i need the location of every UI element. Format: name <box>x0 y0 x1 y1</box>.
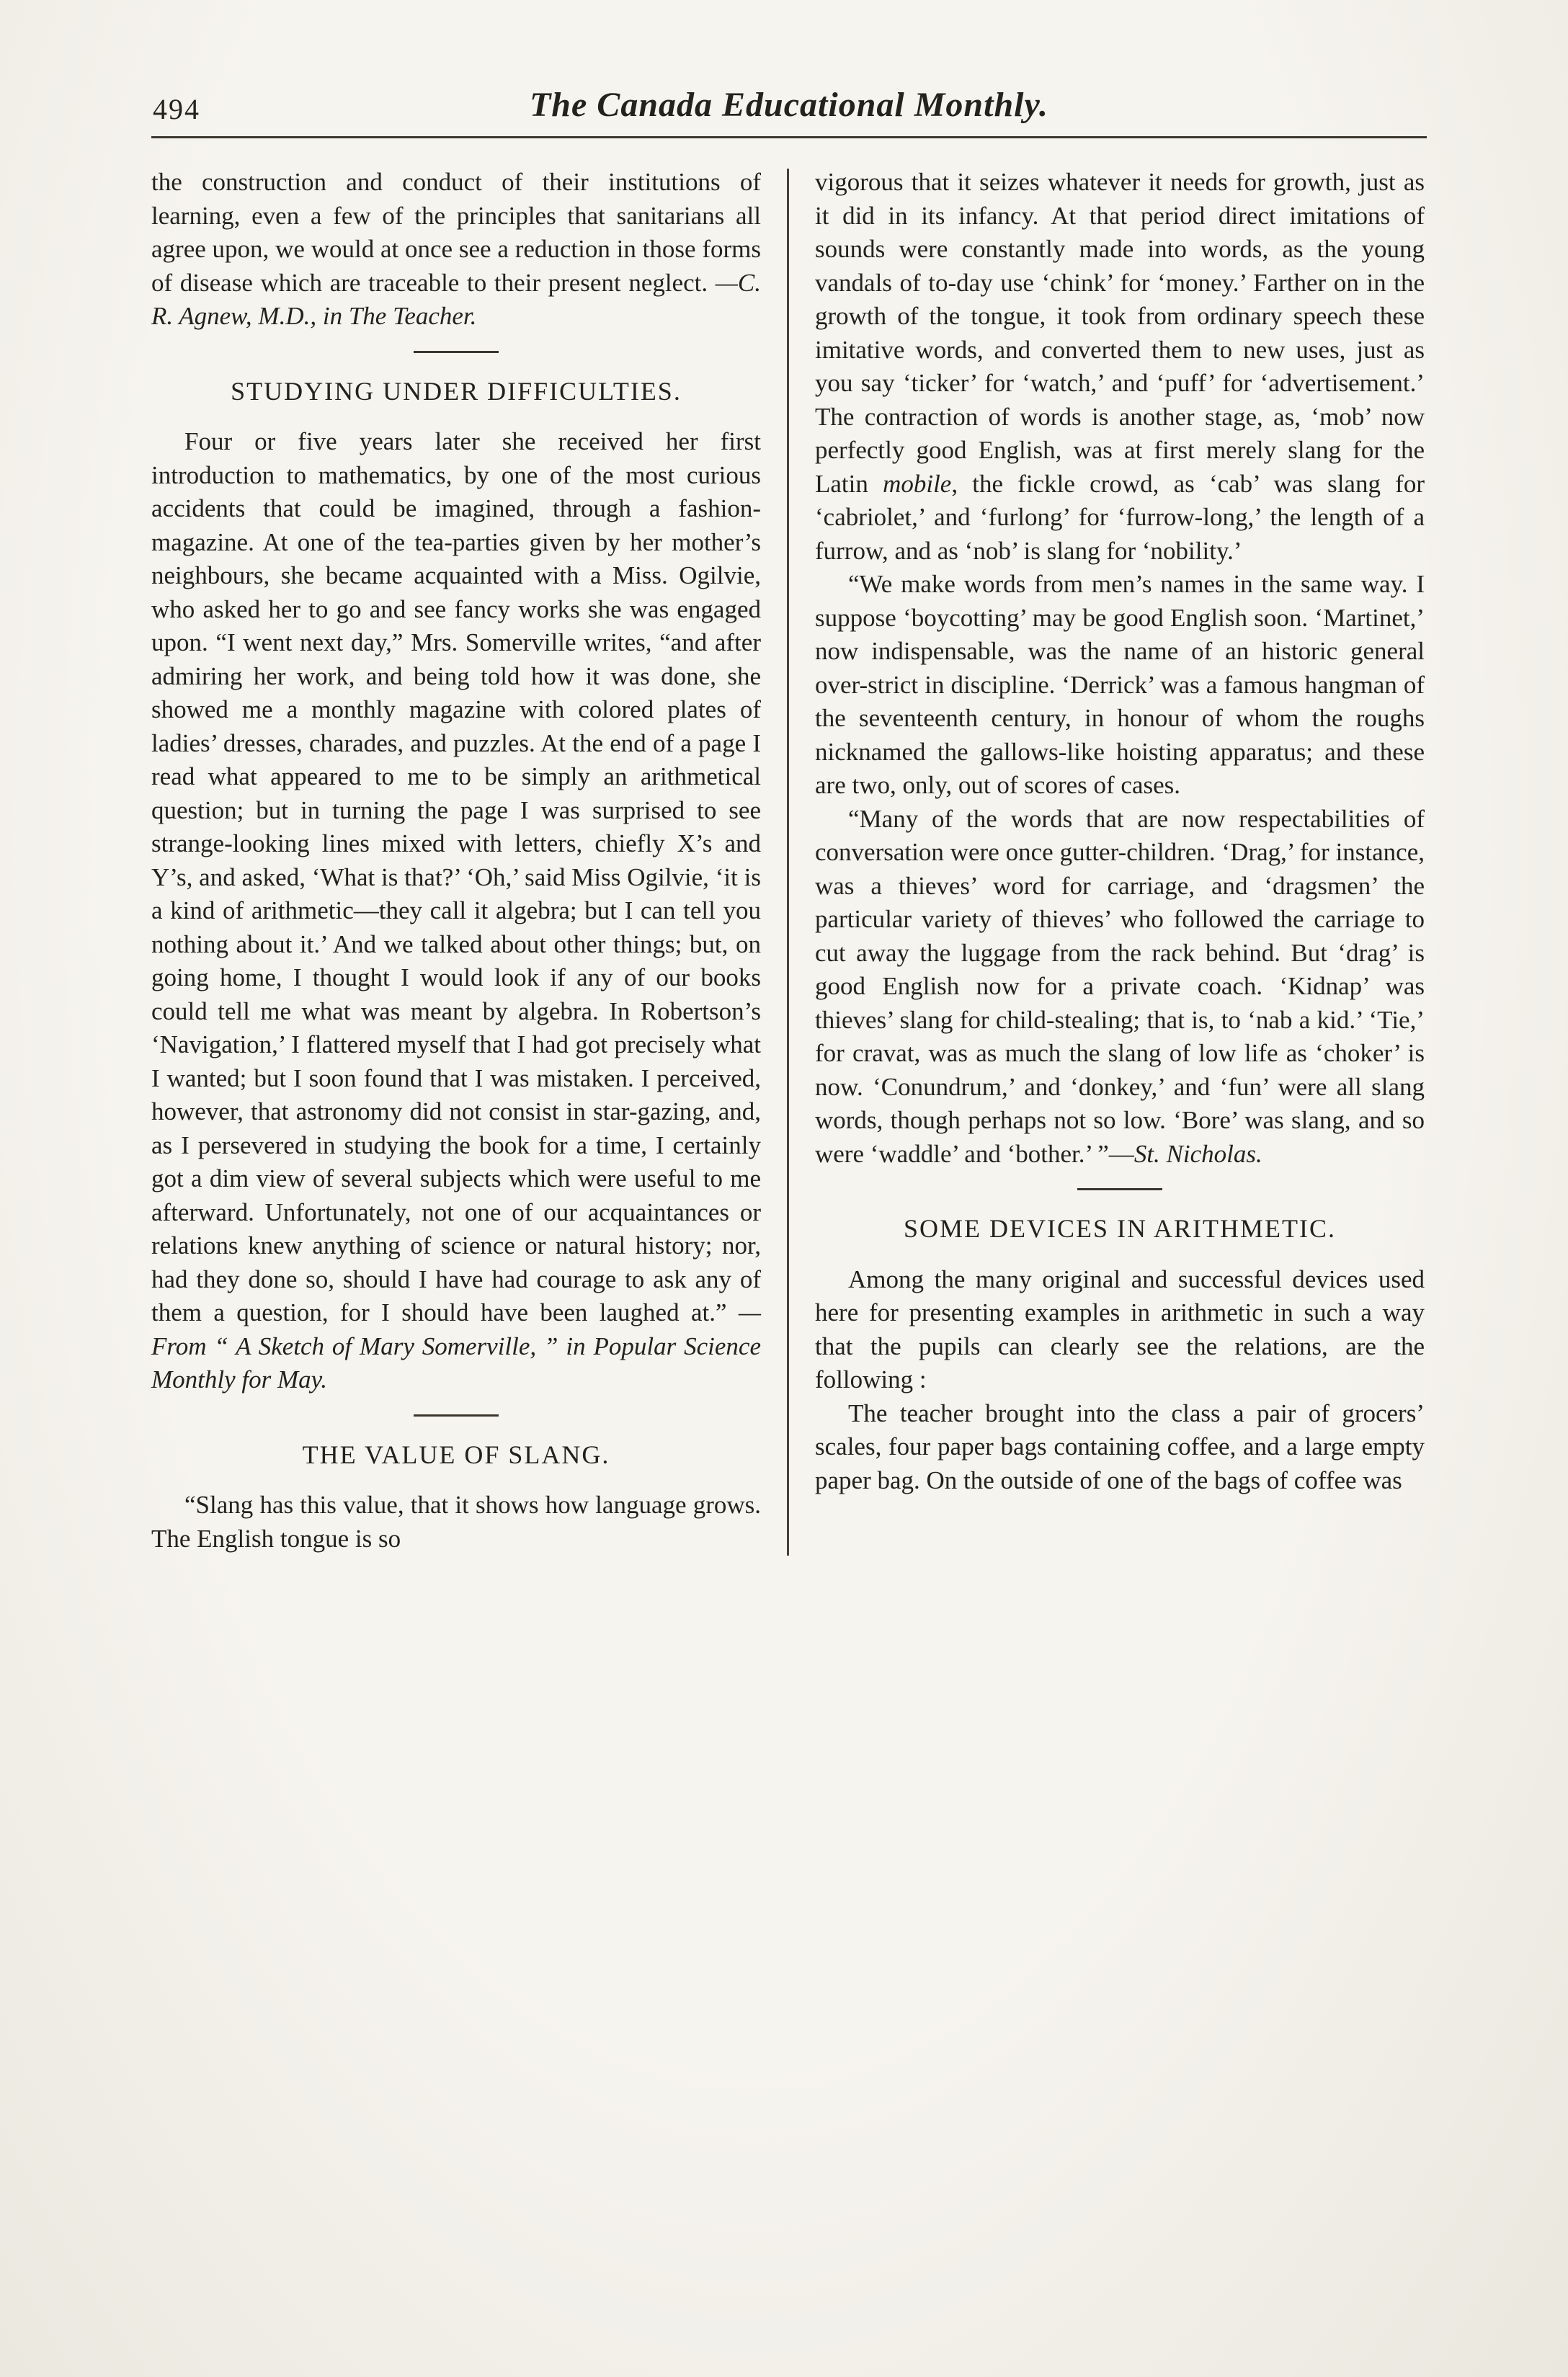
paragraph: Among the many original and successful devices used here for presenting examples in arithmetic in such a way that the pupils can clearly see the relations, are the following : <box>815 1265 1425 1393</box>
section-heading: THE VALUE OF SLANG. <box>302 1440 610 1469</box>
section-divider <box>414 1414 499 1417</box>
paragraph: Four or five years later she received her first introduction to mathematics, by one of the most curious accidents that could be imagined, through a fashion-magazine. At one of the tea-parties given by her mother’s neighbours, she became acquainted with a Miss. Ogilvie, who asked her to go and see fancy works she was engaged upon. “I went next day,” Mrs. Somerville writes, “and after admiring her work, and being told how it was done, she showed me a monthly magazine with colored plates of ladies’ dresses, charades, and puzzles. At the end of a page I read what appeared to me to be simply an arithmetical question; but in turning the page I was surprised to see strange-looking lines mixed with letters, chiefly X’s and Y’s, and asked, ‘What is that?’ ‘Oh,’ said Miss Ogilvie, ‘it is a kind of arithmetic—they call it algebra; but I can tell you nothing about it.’ And we talked about other things; but, on going home, I thought I would look if any of our books could tell me what was meant by algebra. In Robertson’s ‘Navigation,’ I flattered myself that I had got precisely what I wanted; but I soon found that I was mistaken. I perceived, however, that astronomy did not consist in star-gazing, and, as I persevered in studying the book for a time, I certainly got a dim view of several subjects which were useful to me afterward. Unfortunately, not one of our acquaintances or relations knew anything of science or natural history; nor, had they done so, should I have had courage to ask any of them a question, for I should have been laughed at.” —From “ A Sketch of Mary Somerville, ” in Popular Science Monthly for May. <box>151 427 761 1393</box>
header-rule <box>151 136 1427 138</box>
right-column <box>815 166 1425 1556</box>
section-heading: SOME DEVICES IN ARITHMETIC. <box>904 1214 1336 1243</box>
left-column <box>151 166 761 1556</box>
page-header <box>151 0 1427 125</box>
section-divider <box>1077 1188 1162 1190</box>
section-divider <box>414 351 499 353</box>
paragraph: “Many of the words that are now respectabilities of conversation were once gutter-children. ‘Drag,’ for instance, was a thieves’ word for carriage, and ‘dragsmen’ the particular variety of thieves’ who followed the carriage to cut away the luggage from the rack behind. But ‘drag’ is good English now for a private coach. ‘Kidnap’ was thieves’ slang for child-stealing; that is, to ‘nab a kid.’ ‘Tie,’ for cravat, was as much the slang of low life as ‘choker’ is now. ‘Conundrum,’ and ‘donkey,’ and ‘fun’ were all slang words, though perhaps not so low. ‘Bore’ was slang, and so were ‘waddle’ and ‘bother.’ ”—St. Nicholas. <box>815 804 1425 1168</box>
paragraph: vigorous that it seizes whatever it needs for growth, just as it did in its infancy. At that period direct imitations of sounds were constantly made into words, as the young vandals of to-day use ‘chink’ for ‘money.’ Farther on in the growth of the tongue, it took from ordinary speech these imitative words, and converted them to new uses, just as you say ‘ticker’ for ‘watch,’ and ‘puff’ for ‘advertisement.’ The contraction of words is another stage, as, ‘mob’ now perfectly good English, was at first merely slang for the Latin mobile, the fickle crowd, as ‘cab’ was slang for ‘cabriolet,’ and ‘furlong’ for ‘furrow-long,’ the length of a furrow, and as ‘nob’ is slang for ‘nobility.’ <box>815 168 1425 565</box>
page-title: The Canada Educational Monthly. <box>529 86 1048 124</box>
page-columns <box>151 166 1427 1556</box>
paragraph: The teacher brought into the class a pair of grocers’ scales, four paper bags containing coffee, and a large empty paper bag. On the outside of one of the bags of coffee was <box>815 1399 1425 1494</box>
section-heading: STUDYING UNDER DIFFICULTIES. <box>231 376 682 406</box>
page-content <box>151 0 1427 1556</box>
paragraph: “We make words from men’s names in the same way. I suppose ‘boycotting’ may be good English soon. ‘Martinet,’ now indispensable, was the name of an historic general over-strict in discipline. ‘Derrick’ was a famous hangman of the seventeenth century, in honour of whom the roughs nicknamed the gallows-like hoisting apparatus; and these are two, only, out of scores of cases. <box>815 570 1425 799</box>
page-number: 494 <box>153 93 200 125</box>
paragraph: “Slang has this value, that it shows how language grows. The English tongue is so <box>151 1491 761 1553</box>
column-divider <box>787 169 789 1556</box>
paragraph: the construction and conduct of their institutions of learning, even a few of the principles that sanitarians all agree upon, we would at once see a reduction in those forms of disease which are traceable to their present neglect. —C. R. Agnew, M.D., in The Teacher. <box>151 168 761 330</box>
